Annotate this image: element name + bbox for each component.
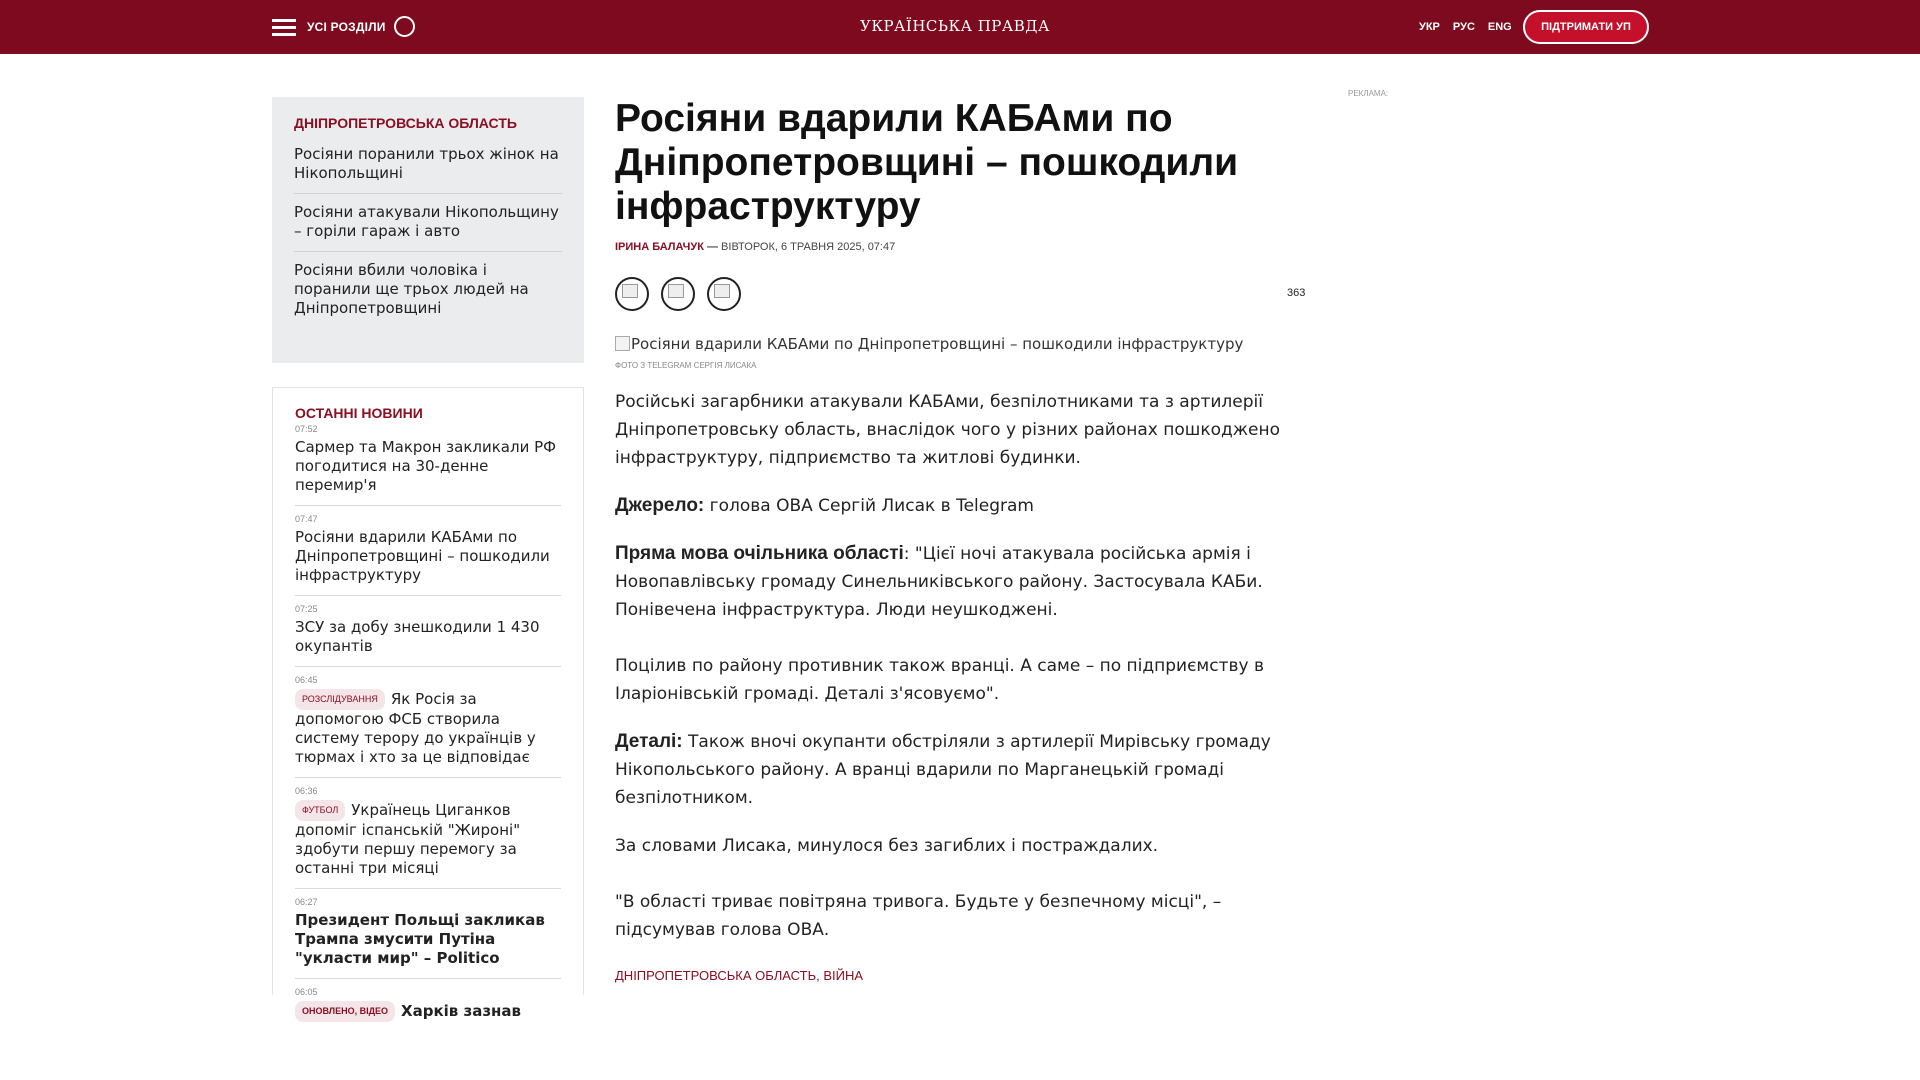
photo-credit: ФОТО З TELEGRAM СЕРГІЯ ЛИСАКА: [615, 361, 757, 370]
details-label: Деталі:: [615, 731, 683, 752]
views-count: 363: [1287, 287, 1306, 299]
region-title[interactable]: ДНІПРОПЕТРОВСЬКА ОБЛАСТЬ: [294, 115, 517, 131]
quote-paragraph-2: Поцілив по району противник також вранці. А саме – по підприємству в Іларіонівській громаді. Деталі з'ясовуємо".: [615, 656, 1264, 704]
news-headline-wrapper[interactable]: [295, 1001, 561, 1022]
article-byline: [615, 241, 1315, 253]
byline-dash: —: [706, 241, 718, 253]
broken-image-icon: [615, 336, 630, 351]
lang-ukr-link[interactable]: УКР: [1419, 21, 1440, 33]
news-headline[interactable]: Як Росія за допомогою ФСБ створила систему терору до українців у тюрмах і хто за це відповідає: [295, 690, 536, 766]
news-tag[interactable]: ФУТБОЛ: [295, 800, 345, 821]
tag-separator: ,: [816, 968, 824, 983]
news-item[interactable]: [295, 675, 561, 778]
news-tag[interactable]: ОНОВЛЕНО, ВІДЕО: [295, 1001, 395, 1022]
quote-label: Пряма мова очільника області: [615, 543, 904, 564]
article: [615, 97, 1315, 983]
article-image: [615, 335, 1315, 353]
hamburger-menu-icon[interactable]: [272, 19, 296, 37]
news-headline[interactable]: Харків зазнав: [401, 1002, 522, 1020]
news-headline[interactable]: ЗСУ за добу знешкодили 1 430 окупантів: [295, 618, 540, 655]
region-news-box: [272, 97, 584, 363]
article-title: Росіяни вдарили КАБАми по Дніпропетровщині – пошкодили інфраструктуру: [615, 97, 1239, 228]
news-headline[interactable]: Росіяни вдарили КАБАми по Дніпропетровщині – пошкодили інфраструктуру: [295, 528, 550, 584]
details-text: Також вночі окупанти обстріляли з артилерії Мирівську громаду Нікопольського району. А вранці вдарили по Марганецькій громаді безпілотником.: [615, 732, 1271, 808]
latest-news-title[interactable]: ОСТАННІ НОВИНИ: [295, 405, 423, 421]
top-navigation-bar: [0, 0, 1920, 54]
tag-link[interactable]: ВІЙНА: [823, 968, 864, 983]
details-paragraph: [615, 728, 1305, 812]
telegram-icon[interactable]: [707, 277, 741, 311]
article-body: [615, 388, 1305, 944]
news-time: 06:27: [295, 897, 318, 907]
publish-date: ВІВТОРОК, 6 ТРАВНЯ 2025, 07:47: [721, 241, 896, 253]
article-image-alt: Росіяни вдарили КАБАми по Дніпропетровщині – пошкодили інфраструктуру: [631, 335, 1244, 353]
region-news-item[interactable]: Росіяни атакували Нікопольщину – горіли гараж і авто: [294, 203, 562, 252]
author-link[interactable]: ІРИНА БАЛАЧУК: [615, 241, 704, 253]
latest-news-box: [272, 387, 584, 1020]
region-news-item[interactable]: Росіяни поранили трьох жінок на Нікопольщині: [294, 145, 562, 194]
news-time: 07:25: [295, 604, 318, 614]
site-logo[interactable]: УКРАЇНСЬКА ПРАВДА: [860, 17, 1050, 35]
region-news-item[interactable]: Росіяни вбили чоловіка і поранили ще трьох людей на Дніпропетровщині: [294, 261, 529, 317]
all-sections-link[interactable]: УСІ РОЗДІЛИ: [307, 20, 386, 34]
twitter-icon[interactable]: [661, 277, 695, 311]
support-button[interactable]: ПІДТРИМАТИ УП: [1523, 10, 1649, 44]
news-item[interactable]: [295, 514, 561, 596]
news-time: 06:45: [295, 675, 318, 685]
lang-rus-link[interactable]: РУС: [1452, 21, 1475, 33]
article-lead: Російські загарбники атакували КАБАми, безпілотниками та з артилерії Дніпропетровську область, внаслідок чого у різних районах пошкоджено інфраструктуру, підприємство та житлові будинки.: [615, 392, 1281, 468]
news-time: 06:36: [295, 786, 318, 796]
news-time: 07:47: [295, 514, 318, 524]
news-item[interactable]: [295, 424, 561, 506]
source-label: Джерело:: [615, 495, 705, 516]
news-headline-wrapper[interactable]: [295, 800, 561, 878]
news-headline-wrapper[interactable]: [295, 689, 561, 767]
news-item[interactable]: [295, 786, 561, 889]
tag-link[interactable]: ДНІПРОПЕТРОВСЬКА ОБЛАСТЬ: [615, 968, 817, 983]
facebook-icon[interactable]: [615, 277, 649, 311]
quote-paragraph: [615, 540, 1305, 624]
lang-eng-link[interactable]: ENG: [1487, 21, 1512, 33]
news-time: 06:05: [295, 987, 318, 997]
casualties-paragraph: За словами Лисака, минулося без загиблих і постраждалих.: [615, 836, 1159, 856]
news-time: 07:52: [295, 424, 318, 434]
ad-label: РЕКЛАМА:: [1348, 89, 1389, 98]
search-icon[interactable]: [394, 16, 415, 37]
source-paragraph: [615, 492, 1305, 520]
news-tag[interactable]: РОЗСЛІДУВАННЯ: [295, 689, 385, 710]
quote-text: : "Цієї ночі атакувала російська армія і Новопавлівську громаду Синельниківського району. Застосувала КАБи. Понівечена інфраструктура. Люди неушкоджені.: [615, 544, 1263, 620]
news-item[interactable]: [295, 987, 561, 1032]
final-paragraph: "В області триває повітряна тривога. Будьте у безпечному місці", – підсумував голова ОВА.: [615, 892, 1222, 940]
article-tags: [615, 968, 1315, 983]
news-headline[interactable]: Українець Циганков допоміг іспанській "Жироні" здобути першу перемогу за останні три місяці: [295, 801, 521, 877]
news-item[interactable]: [295, 604, 561, 667]
news-item[interactable]: [295, 897, 561, 979]
share-row: [615, 277, 1315, 313]
source-text: голова ОВА Сергій Лисак в Telegram: [704, 496, 1034, 516]
language-switcher: [1419, 21, 1525, 33]
news-headline[interactable]: Президент Польщі закликав Трампа змусити Путіна "укласти мир" – Politico: [295, 911, 545, 967]
news-headline[interactable]: Сармер та Макрон закликали РФ погодитися на 30-денне перемир'я: [295, 438, 557, 494]
